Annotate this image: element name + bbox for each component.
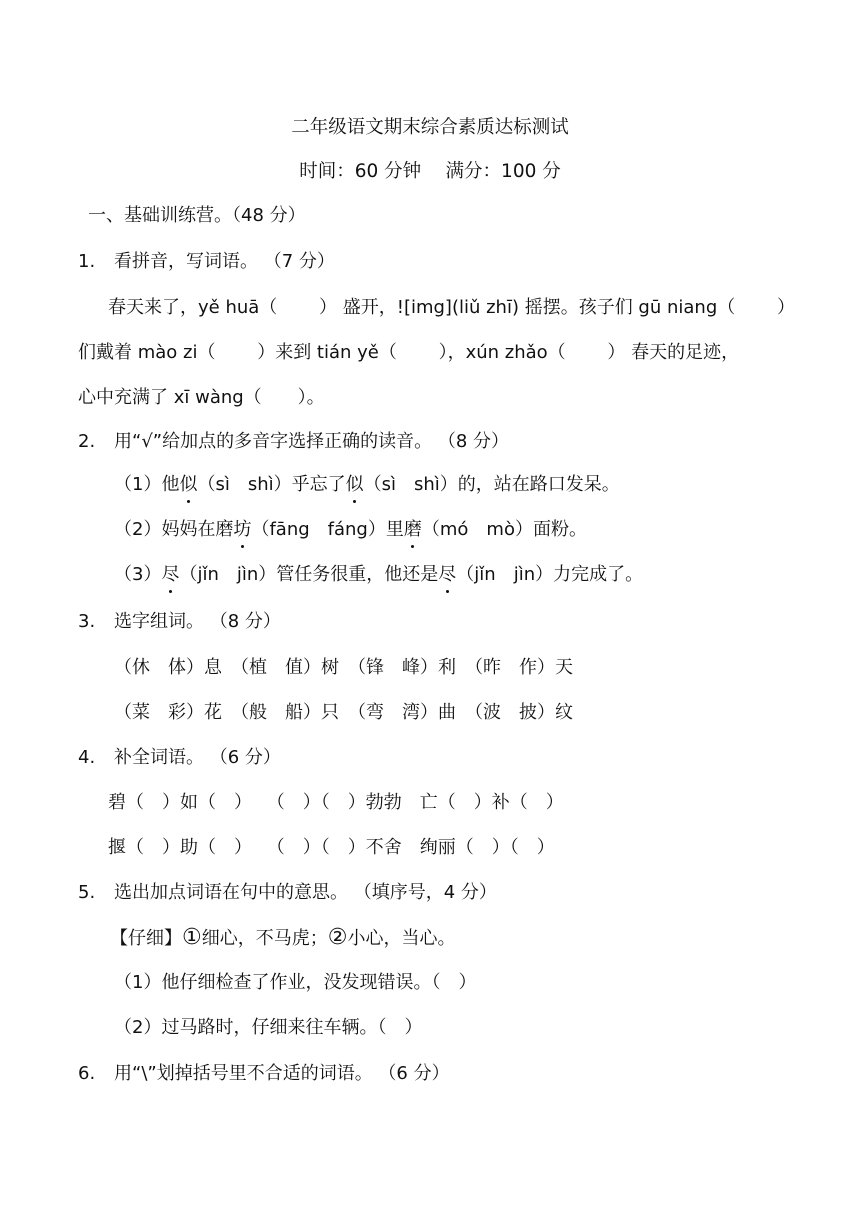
dotted-char: 似	[345, 474, 364, 495]
section-heading: 一、基础训练营。（48 分）	[88, 205, 306, 226]
text-segment: （mó mò）面粉。	[421, 519, 587, 540]
q5-item-1: （1）他仔细检查了作业，没发现错误。（ ）	[114, 972, 477, 993]
dotted-char: 似	[179, 474, 198, 495]
q1-line-2: 们戴着 mào zi（ ）来到 tián yě（ ），xún zhǎo（ ） 春天的足迹，	[78, 342, 740, 363]
text-segment: （jǐn jìn）力完成了。	[456, 564, 644, 585]
circled-number-1: ①	[182, 925, 202, 950]
question-4	[78, 746, 281, 770]
q1-line-1: 春天来了，yě huā（ ） 盛开，![img](liǔ zhī) 摇摆。孩子们 gū niang（ ）	[108, 297, 795, 318]
q2-item-1	[114, 473, 620, 497]
question-number: 5.	[78, 882, 96, 903]
dotted-char: 坊	[233, 519, 252, 540]
text-segment: （1）他	[114, 474, 180, 495]
dotted-char: 尽	[161, 564, 180, 585]
question-prompt: 用“\”划掉括号里不合适的词语。 （6 分）	[114, 1063, 450, 1084]
question-number: 6.	[78, 1063, 96, 1084]
text-segment: （3）	[114, 564, 162, 585]
text-segment: （fāng fáng）里	[251, 519, 404, 540]
question-number: 4.	[78, 747, 96, 768]
question-number: 1.	[78, 251, 96, 272]
dotted-char: 尽	[438, 564, 457, 585]
exam-subtitle: 时间：60 分钟 满分：100 分	[299, 161, 561, 182]
question-1	[78, 250, 335, 274]
question-5	[78, 881, 497, 905]
question-2	[78, 430, 509, 454]
q2-item-3	[114, 563, 643, 587]
question-prompt: 选字组词。 （8 分）	[114, 611, 281, 632]
text-segment: （sì shì）的，站在路口发呆。	[363, 474, 620, 495]
question-prompt: 补全词语。 （6 分）	[114, 747, 281, 768]
q4-row-2: 揠（ ）助（ ） （ ）（ ）不舍 绚丽（ ）（ ）	[108, 837, 555, 858]
dotted-char: 磨	[403, 519, 422, 540]
definition-text: 细心，不马虎；	[201, 928, 328, 949]
text-segment: （jǐn jìn）管任务很重，他还是	[179, 564, 439, 585]
definition-text: 小心，当心。	[347, 928, 456, 949]
q5-item-2: （2）过马路时，仔细来往车辆。（ ）	[114, 1017, 423, 1038]
question-6	[78, 1062, 450, 1086]
question-3	[78, 610, 281, 634]
question-prompt: 用“√”给加点的多音字选择正确的读音。 （8 分）	[114, 431, 510, 452]
text-segment: （2）妈妈在磨	[114, 519, 234, 540]
q5-definition	[110, 926, 455, 951]
q4-row-1: 碧（ ）如（ ） （ ）（ ）勃勃 亡（ ）补（ ）	[108, 792, 564, 813]
question-prompt: 看拼音，写词语。 （7 分）	[114, 251, 335, 272]
question-number: 2.	[78, 431, 96, 452]
q2-item-2	[114, 518, 587, 542]
q1-line-3: 心中充满了 xī wàng（ ）。	[78, 387, 325, 408]
question-prompt: 选出加点词语在句中的意思。 （填序号，4 分）	[114, 882, 497, 903]
exam-title: 二年级语文期末综合素质达标测试	[291, 117, 569, 138]
question-number: 3.	[78, 611, 96, 632]
circled-number-2: ②	[327, 925, 348, 950]
text-segment: （sì shì）乎忘了	[197, 474, 346, 495]
q3-row-2: （菜 彩）花 （般 船）只 （弯 湾）曲 （波 披）纹	[114, 702, 573, 723]
definition-head: 【仔细】	[110, 928, 182, 949]
q3-row-1: （休 体）息 （植 值）树 （锋 峰）利 （昨 作）天	[114, 657, 573, 678]
